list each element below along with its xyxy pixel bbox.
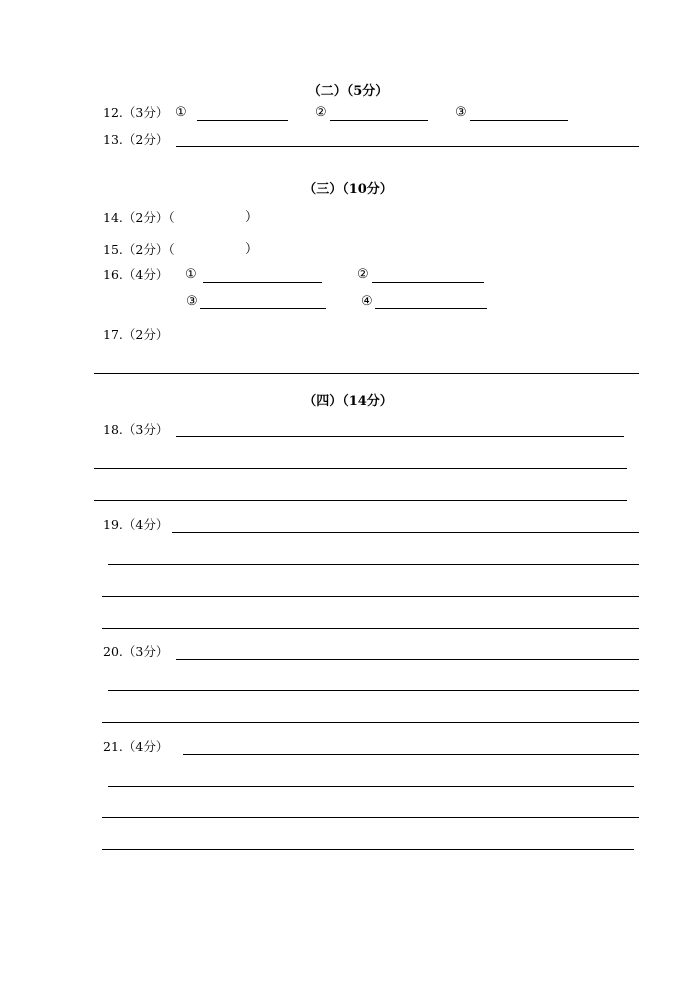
blank-marker-2: ②: [357, 267, 369, 282]
blank-marker-3: ③: [455, 105, 467, 120]
question-16-label: 16.（4分）: [103, 267, 169, 282]
answer-line-21-4[interactable]: [102, 849, 634, 850]
section-heading-4: （四）（14分）: [303, 394, 393, 409]
answer-line-16-4[interactable]: [375, 308, 487, 309]
question-13-label: 13.（2分）: [103, 132, 169, 147]
answer-line-16-1[interactable]: [203, 282, 322, 283]
section-heading-2: （二）（5分）: [307, 84, 389, 99]
answer-line-19-2[interactable]: [108, 564, 639, 565]
answer-line-18-2[interactable]: [94, 468, 627, 469]
paren-close-14: ）: [245, 210, 259, 225]
answer-line-17[interactable]: [94, 373, 639, 374]
question-21-label: 21.（4分）: [103, 739, 169, 754]
answer-line-19-3[interactable]: [102, 596, 639, 597]
paren-close-15: ）: [245, 242, 259, 257]
blank-marker-2: ②: [315, 105, 327, 120]
question-18-label: 18.（3分）: [103, 422, 169, 437]
answer-line-18-1[interactable]: [176, 436, 624, 437]
section-heading-3: （三）（10分）: [303, 182, 393, 197]
blank-marker-1: ①: [185, 267, 197, 282]
answer-line-12-2[interactable]: [330, 120, 428, 121]
answer-line-21-2[interactable]: [108, 786, 634, 787]
answer-line-20-3[interactable]: [102, 722, 639, 723]
answer-line-12-1[interactable]: [197, 120, 288, 121]
question-14-label: 14.（2分）（: [103, 210, 175, 225]
answer-line-21-1[interactable]: [183, 754, 639, 755]
answer-line-21-3[interactable]: [102, 817, 639, 818]
question-20-label: 20.（3分）: [103, 644, 169, 659]
answer-line-13[interactable]: [176, 146, 639, 147]
answer-line-12-3[interactable]: [470, 120, 568, 121]
answer-line-18-3[interactable]: [94, 500, 627, 501]
question-17-label: 17.（2分）: [103, 327, 169, 342]
blank-marker-1: ①: [175, 105, 187, 120]
question-19-label: 19.（4分）: [103, 517, 169, 532]
answer-line-16-2[interactable]: [372, 282, 484, 283]
blank-marker-3: ③: [186, 294, 198, 309]
answer-line-19-4[interactable]: [102, 628, 639, 629]
answer-line-16-3[interactable]: [200, 308, 326, 309]
question-15-label: 15.（2分）（: [103, 242, 175, 257]
answer-line-19-1[interactable]: [172, 532, 639, 533]
answer-line-20-1[interactable]: [176, 659, 639, 660]
question-12-label: 12.（3分）: [103, 105, 169, 120]
blank-marker-4: ④: [361, 294, 373, 309]
answer-line-20-2[interactable]: [108, 690, 639, 691]
